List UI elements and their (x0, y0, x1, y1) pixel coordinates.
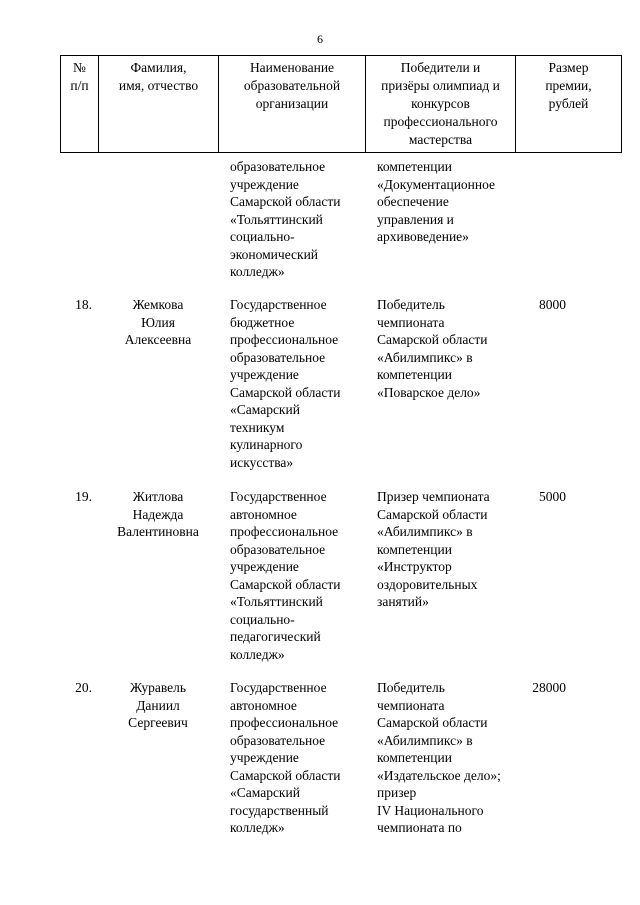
organization-name-line: педагогический (230, 629, 321, 644)
person-name-line: Житлова (132, 489, 184, 504)
person-name-line: Надежда (132, 506, 184, 522)
organization-name-line: колледж» (230, 646, 285, 662)
table-row (60, 158, 622, 281)
organization-name-line: Самарской области (230, 384, 341, 400)
header-text-line: премии, (545, 78, 592, 93)
row-number: 20. (75, 680, 92, 695)
organization-name-line: бюджетное (230, 314, 295, 330)
organization-name-line: образовательное (230, 349, 326, 365)
header-text-line: профессионального (383, 114, 498, 129)
achievement-line: компетенции (377, 367, 452, 382)
row-number: 18. (75, 297, 92, 312)
header-text-line: № (73, 60, 86, 75)
organization-name-line: учреждение (230, 176, 299, 192)
organization-name-line: учреждение (230, 367, 299, 382)
prize-amount (515, 158, 622, 281)
person-name-line: Валентиновна (117, 524, 199, 539)
table-row (60, 679, 622, 837)
person-name-line: Юлия (141, 314, 175, 330)
achievement-line: архивоведение» (377, 229, 469, 244)
row-number: 19. (75, 489, 92, 504)
achievement-line: компетенции (377, 750, 452, 765)
achievement-line: управления и (377, 211, 454, 227)
achievement-line: оздоровительных (377, 576, 478, 592)
table-header (60, 55, 622, 153)
organization-name-line: профессиональное (230, 715, 339, 730)
achievement-line: Самарской области (377, 506, 488, 522)
header-organization (218, 56, 365, 152)
organization-name-line: Самарской области (230, 576, 341, 592)
achievement-line: Победитель (377, 680, 445, 695)
person-name (98, 158, 218, 281)
header-text-line: имя, отчество (118, 78, 199, 93)
header-text-line: образовательной (243, 78, 341, 93)
achievement-line: чемпионата (377, 697, 445, 713)
achievement (365, 488, 515, 663)
achievement-line: IV Национального (377, 802, 484, 818)
table-row (60, 488, 622, 663)
achievement-line: «Инструктор (377, 559, 452, 574)
header-text-line: организации (255, 96, 329, 111)
organization-name-line: «Тольяттинский (230, 211, 323, 227)
organization-name-line: автономное (230, 506, 297, 522)
organization-name (218, 158, 365, 281)
awards-table (60, 55, 622, 835)
header-text-line: Фамилия, (130, 60, 187, 75)
achievement-line: Призер чемпионата (377, 489, 490, 504)
row-number (60, 158, 98, 281)
organization-name-line: образовательное (230, 159, 326, 174)
organization-name-line: государственный (230, 802, 329, 818)
organization-name-line: социально- (230, 229, 295, 244)
prize-amount: 5000 (539, 489, 566, 504)
organization-name-line: профессиональное (230, 332, 339, 347)
achievement (365, 679, 515, 837)
organization-name-line: учреждение (230, 559, 299, 574)
organization-name-line: социально- (230, 611, 295, 627)
achievement-line: компетенции (377, 541, 452, 557)
achievement-line: «Поварское дело» (377, 384, 481, 400)
prize-amount: 28000 (532, 680, 566, 695)
organization-name-line: Государственное (230, 680, 327, 695)
organization-name-line: Самарской области (230, 767, 341, 783)
header-text-line: конкурсов (411, 96, 470, 111)
achievement (365, 158, 515, 281)
organization-name-line: «Самарский (230, 402, 300, 417)
prize-amount: 8000 (539, 297, 566, 312)
table-row (60, 296, 622, 471)
header-text-line: Победители и (400, 60, 481, 75)
organization-name-line: «Тольяттинский (230, 594, 323, 609)
organization-name-line: «Самарский (230, 785, 300, 800)
achievement-line: «Абилимпикс» в (377, 732, 473, 748)
person-name-line: Сергеевич (128, 715, 188, 730)
achievement-line: Победитель (377, 297, 445, 312)
organization-name-line: колледж» (230, 820, 285, 835)
achievement-line: компетенции (377, 159, 452, 174)
header-text-line: п/п (70, 78, 89, 93)
achievement-line: занятий» (377, 594, 429, 609)
header-text-line: Наименование (249, 60, 335, 75)
organization-name-line: экономический (230, 246, 319, 262)
header-text-line: Размер (548, 60, 589, 75)
achievement-line: призер (377, 785, 417, 800)
person-name-line: Журавель (129, 680, 187, 695)
achievement-line: «Издательское дело»; (377, 767, 501, 783)
header-text-line: рублей (548, 96, 589, 111)
achievement-line: чемпионата по (377, 820, 462, 835)
organization-name-line: техникум (230, 419, 285, 435)
organization-name (218, 488, 365, 663)
organization-name-line: учреждение (230, 750, 299, 765)
person-name-line: Жемкова (132, 297, 184, 312)
person-name (98, 488, 218, 663)
organization-name-line: Самарской области (230, 194, 341, 209)
organization-name-line: образовательное (230, 732, 326, 748)
organization-name-line: искусства» (230, 454, 294, 470)
organization-name-line: автономное (230, 697, 297, 713)
achievement-line: «Абилимпикс» в (377, 524, 473, 539)
organization-name-line: Государственное (230, 297, 327, 312)
person-name (98, 296, 218, 471)
organization-name-line: профессиональное (230, 524, 339, 539)
person-name-line: Даниил (136, 697, 180, 713)
organization-name-line: Государственное (230, 489, 327, 504)
organization-name-line: кулинарного (230, 437, 303, 452)
person-name (98, 679, 218, 837)
page-number: 6 (317, 32, 323, 46)
organization-name (218, 296, 365, 471)
header-winners (365, 56, 515, 152)
organization-name-line: колледж» (230, 264, 285, 279)
achievement-line: обеспечение (377, 194, 449, 209)
header-prize (515, 56, 622, 152)
achievement (365, 296, 515, 471)
person-name-line: Алексеевна (124, 332, 192, 347)
organization-name-line: образовательное (230, 541, 326, 557)
achievement-line: «Абилимпикс» в (377, 349, 473, 365)
achievement-line: чемпионата (377, 314, 445, 330)
achievement-line: Самарской области (377, 332, 488, 347)
achievement-line: «Документационное (377, 176, 496, 192)
header-number (60, 56, 98, 152)
organization-name (218, 679, 365, 837)
header-full-name (98, 56, 218, 152)
header-text-line: призёры олимпиад и (381, 78, 500, 93)
achievement-line: Самарской области (377, 715, 488, 730)
header-text-line: мастерства (408, 132, 473, 147)
